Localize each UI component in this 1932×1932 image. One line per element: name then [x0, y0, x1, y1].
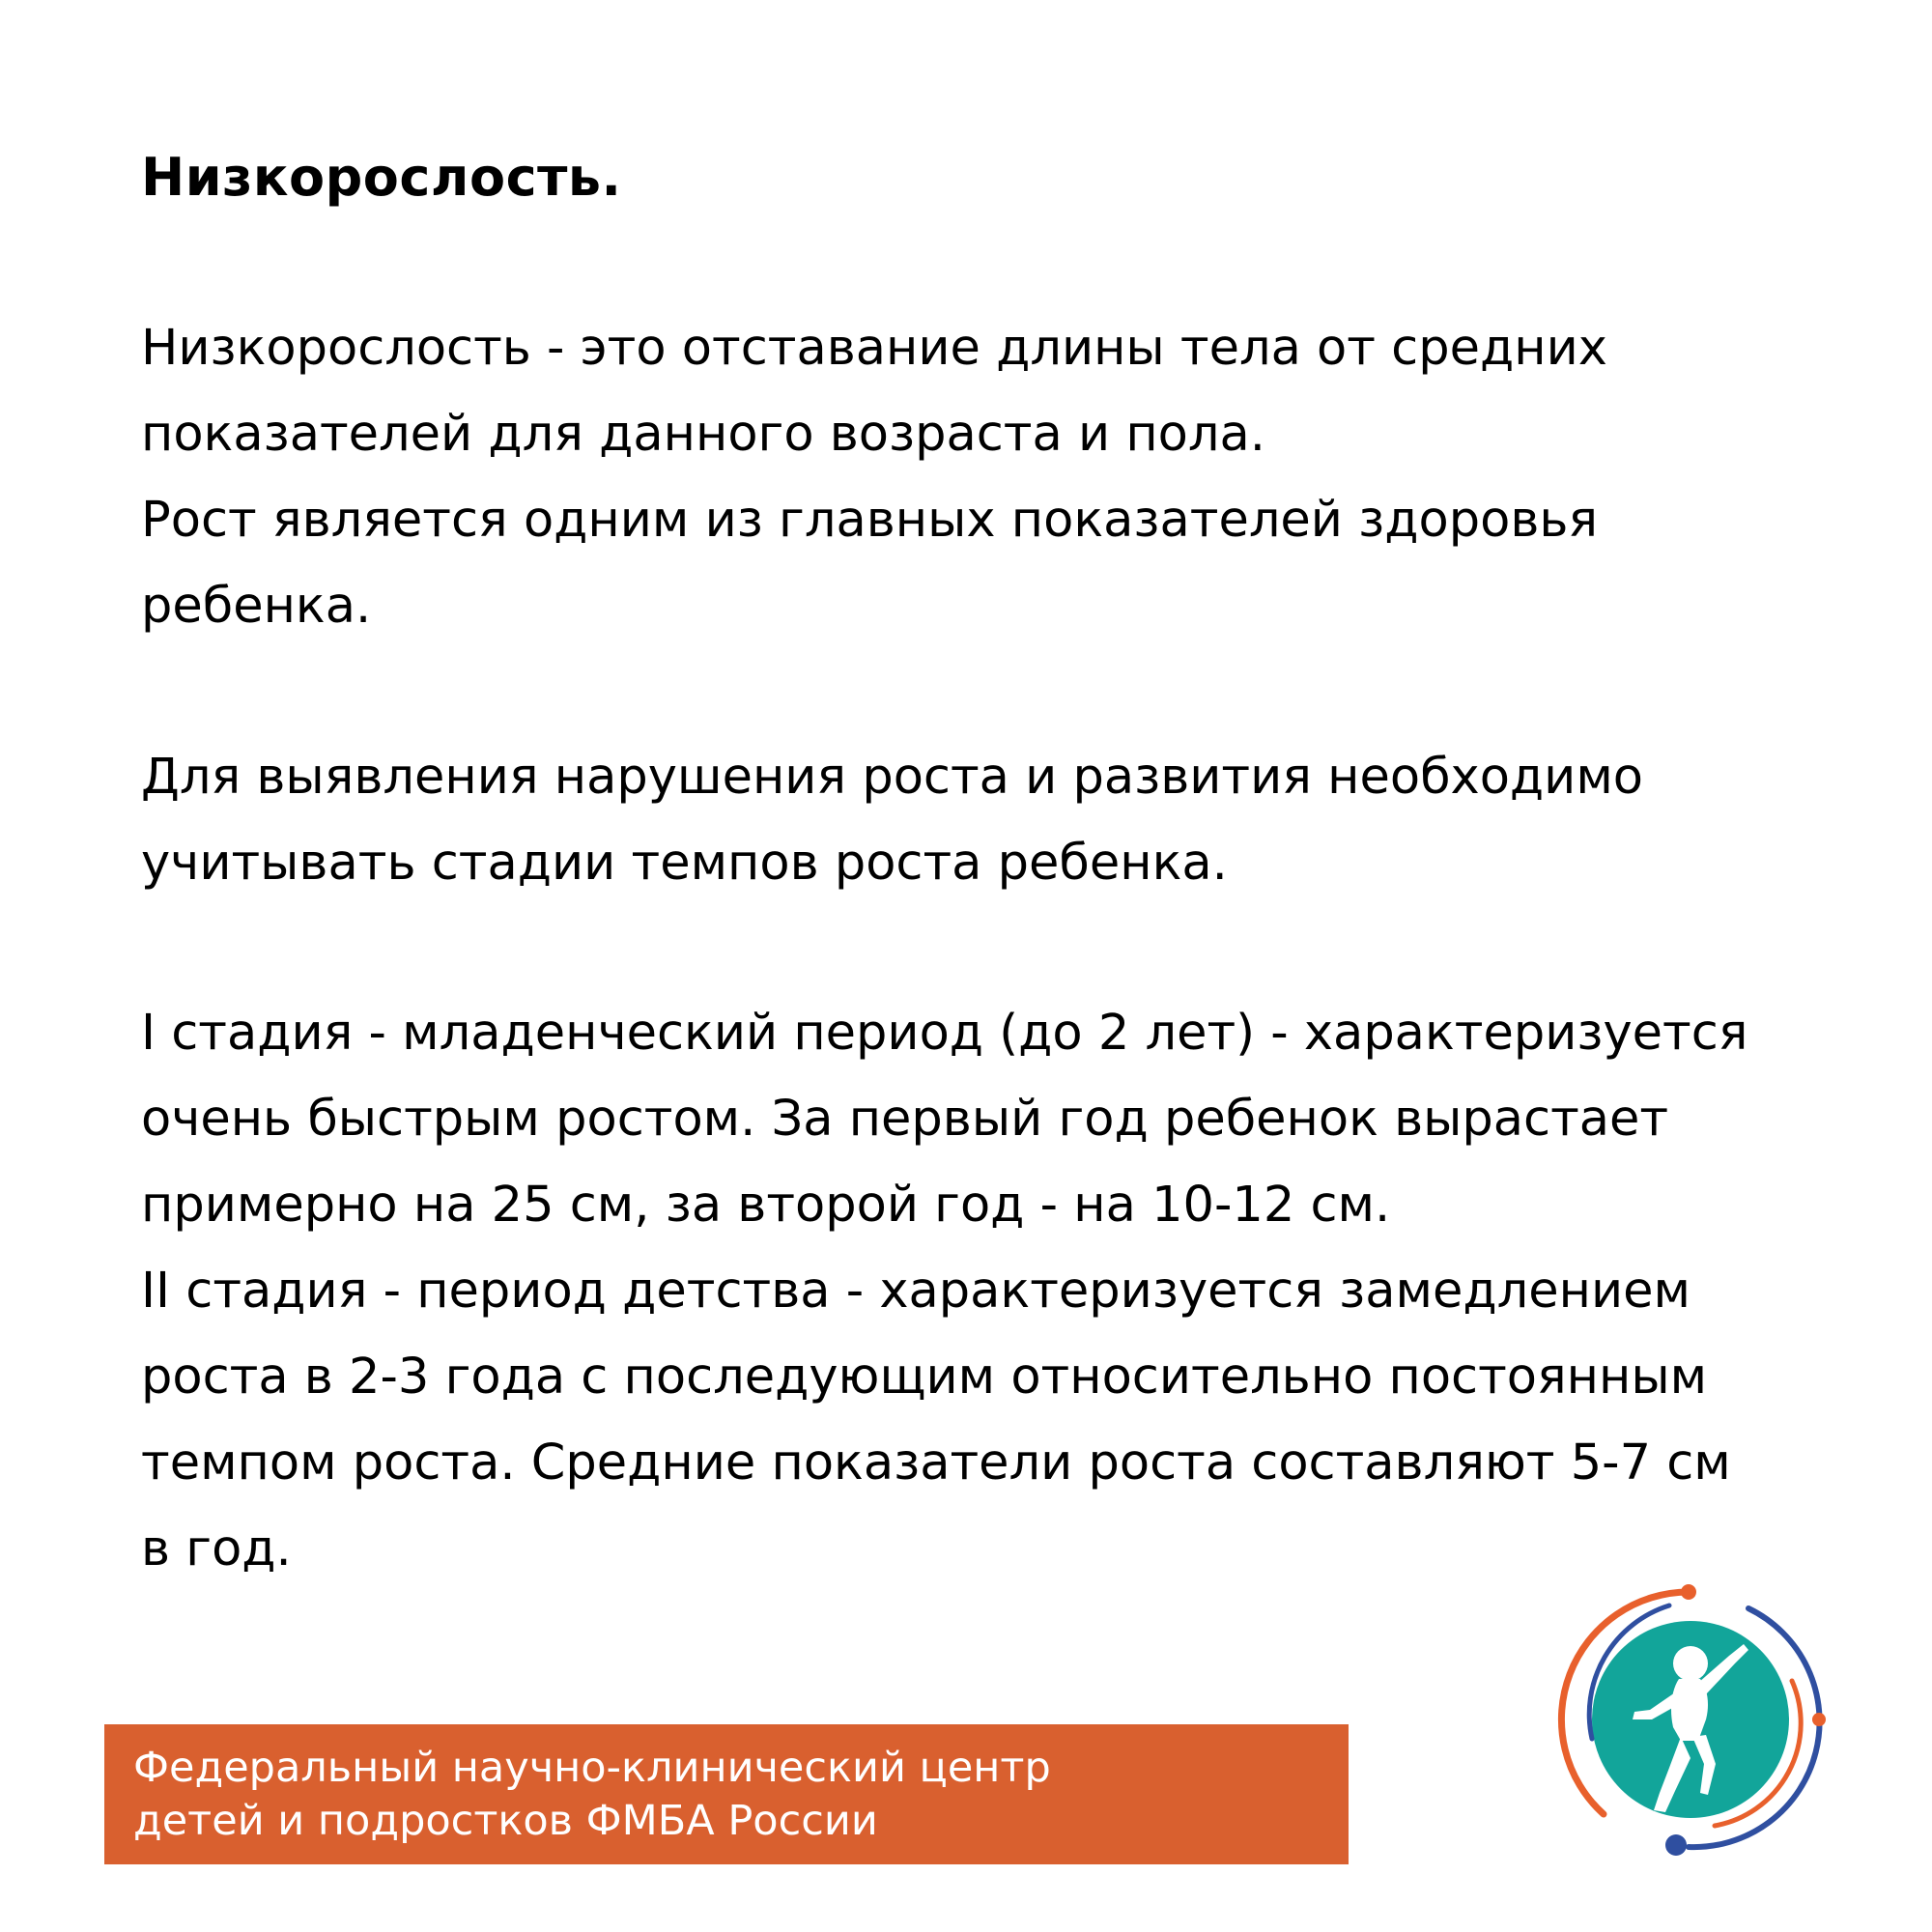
detection-paragraph [141, 734, 1841, 906]
text-line: в год. [141, 1520, 292, 1577]
text-line: II стадия - период детства - характеризуется замедлением [141, 1263, 1690, 1320]
text-line: роста в 2-3 года с последующим относительно постоянным [141, 1349, 1708, 1406]
text-line: примерно на 25 см, за второй год - на 10-12 см. [141, 1177, 1391, 1234]
text-line: Для выявления нарушения роста и развития необходимо [141, 749, 1644, 806]
definition-paragraph [141, 305, 1841, 649]
organization-logo [1546, 1575, 1845, 1864]
text-line: ребенка. [141, 578, 372, 635]
logo-orange-dot-right [1812, 1713, 1826, 1726]
text-line: Рост является одним из главных показателей здоровья [141, 492, 1599, 549]
logo-blue-dot-bottom [1665, 1834, 1687, 1856]
stages-paragraph [141, 990, 1841, 1592]
organization-name-line-2: детей и подростков ФМБА России [133, 1797, 878, 1845]
text-line: темпом роста. Средние показатели роста составляют 5-7 см [141, 1435, 1731, 1492]
page-title: Низкорослость. [141, 147, 622, 208]
jumping-child-logo-icon [1546, 1575, 1845, 1864]
organization-name-line-1: Федеральный научно-клинический центр [133, 1744, 1051, 1792]
text-line: очень быстрым ростом. За первый год ребенок вырастает [141, 1091, 1669, 1148]
text-line: Низкорослость - это отставание длины тела от средних [141, 320, 1607, 377]
text-line: учитывать стадии темпов роста ребенка. [141, 835, 1228, 892]
organization-footer [104, 1724, 1349, 1864]
logo-orange-dot-top [1681, 1584, 1696, 1600]
text-line: показателей для данного возраста и пола. [141, 406, 1265, 463]
text-line: I стадия - младенческий период (до 2 лет) - характеризуется [141, 1005, 1748, 1062]
